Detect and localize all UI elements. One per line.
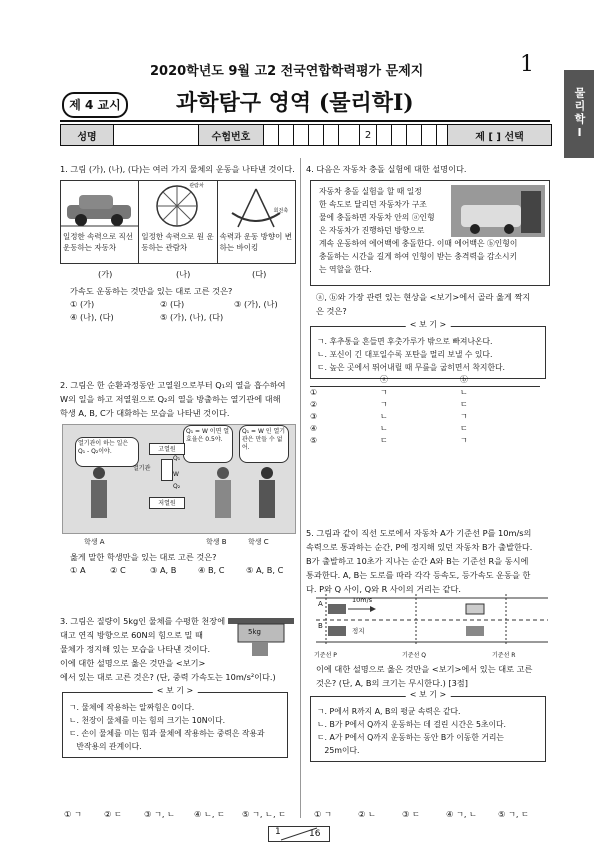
q1-img-label-c: 회전축: [273, 208, 289, 214]
q2-stem: [60, 378, 298, 420]
exam-no-cell[interactable]: [324, 125, 339, 145]
q3-bogi: [62, 686, 288, 758]
exam-no-cell[interactable]: [309, 125, 324, 145]
student-b-label: 학생 B: [206, 538, 227, 546]
q3-stem-line: 물체가 정지해 있는 모습을 나타낸 것이다.: [60, 644, 211, 654]
q1-panel-a: [60, 180, 139, 264]
q2-choice[interactable]: ② C: [110, 565, 126, 575]
exam-no-label: 수험번호: [199, 125, 264, 145]
bogi-item: ㄷ. 손이 물체를 미는 힘과 물체에 작용하는 중력은 작용과: [69, 729, 265, 738]
spacer: [437, 125, 448, 145]
q1-label-b: (나): [176, 269, 191, 279]
viking-ride-icon: [218, 183, 296, 229]
q5-line-q: 기준선 Q: [402, 652, 427, 659]
exam-no-cell[interactable]: [377, 125, 392, 145]
q5-speed: 10m/s: [352, 596, 373, 604]
student-a-label: 학생 A: [84, 538, 105, 546]
exam-title: 2020학년도 9월 고2 전국연합학력평가 문제지: [150, 64, 424, 79]
bogi-item: ㄴ. 천장이 물체를 미는 힘의 크기는 10N이다.: [69, 716, 226, 725]
q4-question-line: ⓐ, ⓑ와 가장 관련 있는 현상을 <보기>에서 골라 옳게 짝지: [316, 292, 531, 302]
q5-question-line: 것은? (단, A, B의 크기는 무시한다.) [3점]: [316, 678, 468, 688]
hot-reservoir: 고열원: [149, 443, 185, 455]
engine-label: 열기관: [133, 465, 151, 472]
exam-no-cell[interactable]: [264, 125, 279, 145]
exam-no-dash: [339, 125, 360, 145]
q1-choice[interactable]: ④ (나), (다): [70, 312, 114, 322]
q3-stem-line: 3. 그림은 질량이 5kg인 물체를 수평한 천장에: [60, 616, 226, 626]
students-illustration: [77, 465, 287, 525]
q3-figure: [228, 618, 294, 660]
column-divider: [300, 158, 301, 818]
q2-stem-line: 2. 그림은 한 순환과정동안 고열원으로부터 Q₁의 열을 흡수하여: [60, 380, 286, 390]
q5-choice[interactable]: ① ㄱ: [314, 809, 332, 819]
q1-panel-b: [139, 180, 217, 264]
q5-line-p: 기준선 P: [314, 652, 337, 659]
q5-stem-line: 5. 그림과 같이 직선 도로에서 자동차 A가 기준선 P를 10m/s의: [306, 528, 532, 538]
bogi-item: ㄷ. A가 P에서 Q까지 운동하는 동안 B가 이동한 거리는: [317, 733, 504, 742]
q1-figure: [60, 180, 296, 264]
q2-choice[interactable]: ③ A, B: [150, 565, 177, 575]
q1-label-a: (가): [98, 269, 113, 279]
q1-question: 가속도 운동하는 것만을 있는 대로 고른 것은?: [70, 286, 233, 296]
bogi-item: 반작용의 관계이다.: [69, 742, 142, 751]
q4-option-row[interactable]: ③ ㄴ ㄱ: [310, 412, 468, 421]
q5-line-r: 기준선 R: [492, 652, 516, 659]
q5-stem-line: 속력으로 통과하는 순간, P에 정지해 있던 자동차 B가 출발한다.: [306, 542, 533, 552]
bubble-b: Q₁ = W 이면 열효율은 0.5야.: [183, 425, 233, 463]
q4-box-text-top: [319, 185, 449, 237]
car-icon: [61, 189, 139, 229]
footer-page: 1: [275, 827, 281, 837]
footer-page-indicator: [268, 826, 330, 842]
cold-reservoir: 저열원: [149, 497, 185, 509]
q2-choice[interactable]: ④ B, C: [198, 565, 225, 575]
header-rule: [60, 120, 550, 122]
ferris-wheel-icon: [139, 183, 217, 229]
q2-question: 옳게 말한 학생만을 있는 대로 고른 것은?: [70, 552, 217, 562]
q4-bogi: [310, 320, 546, 379]
q5-car-b: B: [318, 622, 323, 630]
q4-box-line: 은 자동차가 진행하던 방향으로: [319, 226, 425, 235]
bogi-item: 25m이다.: [317, 746, 360, 755]
q3-bogi-box: [62, 692, 288, 758]
q4-head-b: ⓑ: [460, 375, 468, 384]
exam-no-cell[interactable]: [407, 125, 422, 145]
q1-cell-c: 속력과 운동 방향이 변하는 바이킹: [219, 232, 293, 252]
bubble-a: 열기관이 하는 일은 Q₁ - Q₂이야.: [75, 437, 139, 467]
exam-no-cell[interactable]: [422, 125, 437, 145]
q5-question-line: 이에 대한 설명으로 옳은 것만을 <보기>에서 있는 대로 고른: [316, 664, 533, 674]
q4-answer-table: [310, 374, 540, 447]
q5-stem-line: B가 출발하고 10초가 지나는 순간 A와 B는 기준선 R을 동시에: [306, 556, 529, 566]
q5-bogi-box: [310, 696, 546, 762]
q5-stem: [306, 526, 552, 596]
q3-stem-line: 대고 연직 방향으로 60N의 힘으로 밀 때: [60, 630, 203, 640]
q1-label-c: (다): [252, 269, 267, 279]
q3-choice[interactable]: ③ ㄱ, ㄴ: [144, 809, 175, 819]
bogi-item: ㄷ. 높은 곳에서 뛰어내릴 때 무릎을 굽히면서 착지한다.: [317, 363, 506, 372]
q3-choice[interactable]: ④ ㄴ, ㄷ: [194, 809, 225, 819]
q4-table-header: [310, 374, 540, 387]
q5-car-a: A: [318, 600, 323, 608]
q4-box-line: 자동차 충돌 실험을 할 때 일정: [319, 187, 422, 196]
page-number: 1: [520, 52, 534, 77]
q2-choice[interactable]: ① A: [70, 565, 86, 575]
q4-box-line: 계속 운동하여 에어백에 충돌한다. 이때 에어백은 ⓑ인형이: [319, 239, 518, 248]
q3-stem-line: 이에 대한 설명으로 옳은 것만을 <보기>: [60, 658, 206, 668]
name-label: 성명: [61, 125, 114, 145]
q1-stem: 1. 그림 (가), (나), (다)는 여러 가지 물체의 운동을 나타낸 것이다.: [60, 164, 295, 174]
q4-question-line: 은 것은?: [316, 306, 347, 316]
bogi-item: ㄱ. 물체에 작용하는 알짜힘은 0이다.: [69, 703, 195, 712]
q4-option-row[interactable]: ④ ㄴ ㄷ: [310, 424, 468, 433]
footer-total: 16: [309, 829, 321, 839]
q3-bogi-title: < 보 기 >: [153, 685, 198, 696]
bogi-item: ㄴ. B가 P에서 Q까지 운동하는 데 걸린 시간은 5초이다.: [317, 720, 507, 729]
q3-choice[interactable]: ② ㄷ: [104, 809, 122, 819]
q5-stem-line: 통과한다. A, B는 도로를 따라 각각 등속도, 등가속도 운동을 한: [306, 570, 531, 580]
q4-box-line: 물에 충돌하면 자동차 안의 ⓐ인형: [319, 213, 435, 222]
q1-choice[interactable]: ③ (가), (나): [234, 299, 278, 309]
exam-no-cell[interactable]: [392, 125, 407, 145]
q1-img-label-b: 관람차: [189, 183, 204, 189]
q5-choice[interactable]: ② ㄴ: [358, 809, 376, 819]
q5-choice[interactable]: ⑤ ㄱ, ㄷ: [498, 809, 529, 819]
q2-stem-line: 학생 A, B, C가 대화하는 모습을 나타낸 것이다.: [60, 408, 230, 418]
q2-symbol: Q₂: [173, 483, 181, 490]
q4-box-line: 충돌하는 시간을 길게 하여 인형이 받는 충격력을 감소시키: [319, 252, 518, 261]
q5-choice[interactable]: ④ ㄱ, ㄴ: [446, 809, 477, 819]
q1-cell-b: 일정한 속력으로 원 운동하는 관람차: [141, 232, 214, 252]
bogi-item: ㄴ. 포신이 긴 대포일수록 포탄을 멀리 보낼 수 있다.: [317, 350, 493, 359]
q4-box-text-bottom: [319, 237, 545, 276]
period-badge: 제 4 교시: [62, 92, 128, 118]
w-symbol: W: [173, 471, 179, 478]
q1-panel-c: [218, 180, 296, 264]
q1-cell-a: 일정한 속력으로 직선 운동하는 자동차: [63, 232, 133, 252]
bogi-item: ㄱ. P에서 R까지 A, B의 평균 속력은 같다.: [317, 707, 461, 716]
q3-choice[interactable]: ⑤ ㄱ, ㄴ, ㄷ: [242, 809, 287, 819]
q4-stem: 4. 다음은 자동차 충돌 실험에 대한 설명이다.: [306, 164, 467, 174]
crash-test-photo: [451, 185, 545, 237]
student-c-label: 학생 C: [248, 538, 269, 546]
q3-mass-label: 5kg: [248, 628, 261, 636]
q5-stem-line: 다. P와 Q 사이, Q와 R 사이의 거리는 같다.: [306, 584, 461, 594]
q3-choice[interactable]: ① ㄱ: [64, 809, 82, 819]
bubble-c: Q₁ = W 인 열기관은 만들 수 없어.: [239, 425, 289, 463]
q4-option-row[interactable]: ② ㄱ ㄷ: [310, 400, 468, 409]
name-field[interactable]: [114, 125, 199, 145]
q4-bogi-title: < 보 기 >: [406, 319, 451, 330]
exam-no-cell[interactable]: [294, 125, 309, 145]
q1-choice[interactable]: ⑤ (가), (나), (다): [160, 312, 224, 322]
q2-figure: [62, 424, 296, 534]
q4-box-line: 는 역할을 한다.: [319, 265, 372, 274]
q4-box-line: 한 속도로 달리던 자동차가 구조: [319, 200, 427, 209]
q5-road-diagram: [316, 594, 548, 654]
q5-bogi-title: < 보 기 >: [406, 689, 451, 700]
q2-stem-line: W의 일을 하고 저열원으로 Q₂의 열을 방출하는 열기관에 대해: [60, 394, 281, 404]
q4-option-row[interactable]: ⑤ ㄷ ㄱ: [310, 436, 468, 445]
q1-choice[interactable]: ① (가): [70, 299, 95, 309]
exam-no-digit: 2: [360, 125, 377, 145]
select-label: 제 [ ] 선택: [448, 125, 551, 145]
q3-stem-line: 에서 있는 대로 고른 것은? (단, 중력 가속도는 10m/s²이다.): [60, 672, 276, 682]
q5-choice[interactable]: ③ ㄷ: [402, 809, 420, 819]
info-row: [60, 124, 552, 146]
q2-choice[interactable]: ⑤ A, B, C: [246, 565, 284, 575]
q4-option-row[interactable]: ① ㄱ ㄴ: [310, 388, 468, 397]
q4-bogi-box: [310, 326, 546, 379]
q5-question: [316, 662, 532, 690]
subject-title: 과학탐구 영역 (물리학Ⅰ): [176, 90, 414, 116]
q1-symbol: Q₁: [173, 455, 181, 462]
q4-box: [310, 180, 550, 286]
q4-question: [316, 290, 530, 318]
q4-head-a: ⓐ: [380, 375, 388, 384]
q5-stop: 정지: [352, 627, 365, 635]
q5-bogi: [310, 690, 546, 762]
subject-side-tab: 물리학Ⅰ: [564, 70, 594, 158]
exam-no-cell[interactable]: [279, 125, 294, 145]
bogi-item: ㄱ. 후추통을 흔들면 후춧가루가 밖으로 빠져나온다.: [317, 337, 493, 346]
q1-choice[interactable]: ② (다): [160, 299, 185, 309]
